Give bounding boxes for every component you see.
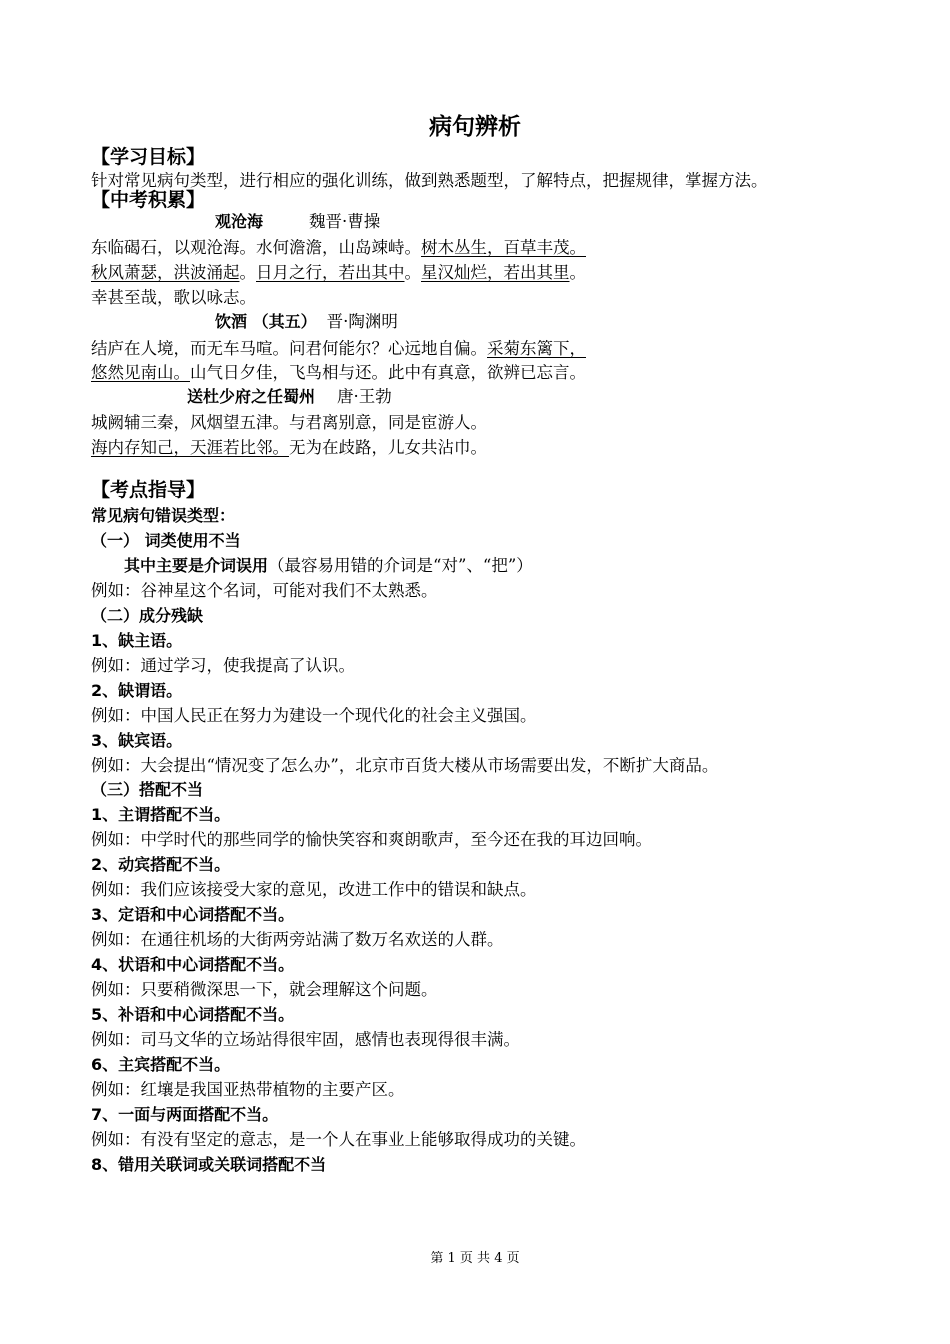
poem1-line2-punct-3: 。 — [569, 263, 586, 282]
section-2-item-1: 1、缺主语。 — [91, 631, 183, 650]
poem3-line1: 城阙辅三秦，风烟望五津。与君离别意，同是宦游人。 — [91, 413, 487, 432]
poem2-header — [215, 311, 398, 333]
section-3-item-6-example: 例如：红壤是我国亚热带植物的主要产区。 — [91, 1080, 405, 1099]
section-1-main — [124, 555, 533, 577]
poem1-line2-underlined-1: 秋风萧瑟，洪波涌起 — [91, 263, 240, 282]
poem2-author: 晋·陶渊明 — [326, 312, 398, 331]
section-3-item-4-example: 例如：只要稍微深思一下，就会理解这个问题。 — [91, 980, 438, 999]
section-2-item-2-example: 例如：中国人民正在努力为建设一个现代化的社会主义强国。 — [91, 706, 537, 725]
section-1-main-note: （最容易用错的介词是“对”、“把”） — [268, 556, 533, 575]
poem2-title: 饮酒 （其五） — [215, 312, 317, 331]
poem1-line2-underlined-3: 星汉灿烂，若出其里 — [421, 263, 570, 282]
poem1-line2 — [91, 262, 586, 284]
poem1-line2-underlined-2: 日月之行，若出其中 — [256, 263, 405, 282]
section-3-item-7: 7、一面与两面搭配不当。 — [91, 1105, 279, 1124]
poem2-line2-underlined: 悠然见南山。 — [91, 363, 190, 382]
section-2-item-1-example: 例如：通过学习，使我提高了认识。 — [91, 656, 355, 675]
section-3-item-3-example: 例如：在通往机场的大街两旁站满了数万名欢送的人群。 — [91, 930, 504, 949]
section-3-item-2-example: 例如：我们应该接受大家的意见，改进工作中的错误和缺点。 — [91, 880, 537, 899]
guide-subheading: 常见病句错误类型： — [91, 506, 236, 525]
section-2-item-3-example: 例如：大会提出“情况变了怎么办”，北京市百货大楼从市场需要出发，不断扩大商品。 — [91, 756, 719, 775]
poem2-line2 — [91, 362, 586, 384]
accumulation-heading: 【中考积累】 — [91, 189, 206, 211]
poem3-header — [187, 386, 392, 408]
section-1-heading: （一） 词类使用不当 — [91, 531, 241, 550]
page-footer: 第 1 页 共 4 页 — [430, 1251, 520, 1266]
section-2-heading: （二）成分残缺 — [91, 606, 204, 625]
page-title: 病句辨析 — [429, 114, 521, 140]
poem1-line1-underlined: 树木丛生，百草丰茂。 — [421, 238, 586, 257]
objectives-text: 针对常见病句类型，进行相应的强化训练，做到熟悉题型，了解特点，把握规律，掌握方法。 — [91, 171, 768, 190]
poem1-line3: 幸甚至哉，歌以咏志。 — [91, 288, 256, 307]
poem2-line1-underlined: 采菊东篱下， — [487, 339, 586, 358]
poem2-line2-text: 山气日夕佳，飞鸟相与还。此中有真意，欲辨已忘言。 — [190, 363, 586, 382]
poem3-title: 送杜少府之任蜀州 — [187, 387, 316, 406]
poem3-line2-underlined: 海内存知己，天涯若比邻。 — [91, 438, 289, 457]
poem1-line1-text: 东临碣石，以观沧海。水何澹澹，山岛竦峙。 — [91, 238, 421, 257]
objectives-heading: 【学习目标】 — [91, 146, 206, 168]
section-3-item-5-example: 例如：司马文华的立场站得很牢固，感情也表现得很丰满。 — [91, 1030, 520, 1049]
section-3-item-4: 4、状语和中心词搭配不当。 — [91, 955, 295, 974]
guide-heading: 【考点指导】 — [91, 479, 206, 501]
section-3-item-6: 6、主宾搭配不当。 — [91, 1055, 231, 1074]
poem2-line1-text: 结庐在人境，而无车马喧。问君何能尔？心远地自偏。 — [91, 339, 487, 358]
section-1-main-bold: 其中主要是介词误用 — [124, 556, 269, 575]
section-3-item-8: 8、错用关联词或关联词搭配不当 — [91, 1155, 327, 1174]
section-3-heading: （三）搭配不当 — [91, 780, 204, 799]
poem1-header — [215, 211, 380, 233]
poem3-line2 — [91, 437, 487, 459]
section-1-example: 例如：谷神星这个名词，可能对我们不太熟悉。 — [91, 581, 438, 600]
section-3-item-7-example: 例如：有没有坚定的意志，是一个人在事业上能够取得成功的关键。 — [91, 1130, 586, 1149]
section-3-item-5: 5、补语和中心词搭配不当。 — [91, 1005, 295, 1024]
poem3-author: 唐·王勃 — [337, 387, 392, 406]
poem2-line1 — [91, 338, 586, 360]
poem1-title: 观沧海 — [215, 212, 264, 231]
section-2-item-2: 2、缺谓语。 — [91, 681, 183, 700]
poem1-line1 — [91, 237, 586, 259]
section-3-item-2: 2、动宾搭配不当。 — [91, 855, 231, 874]
section-3-item-1: 1、主谓搭配不当。 — [91, 805, 231, 824]
poem3-line2-text: 无为在歧路，儿女共沾巾。 — [289, 438, 487, 457]
section-3-item-1-example: 例如：中学时代的那些同学的愉快笑容和爽朗歌声，至今还在我的耳边回响。 — [91, 830, 652, 849]
section-3-item-3: 3、定语和中心词搭配不当。 — [91, 905, 295, 924]
poem1-line2-punct-1: 。 — [239, 263, 256, 282]
section-2-item-3: 3、缺宾语。 — [91, 731, 183, 750]
poem1-line2-punct-2: 。 — [404, 263, 421, 282]
poem1-author: 魏晋·曹操 — [309, 212, 381, 231]
